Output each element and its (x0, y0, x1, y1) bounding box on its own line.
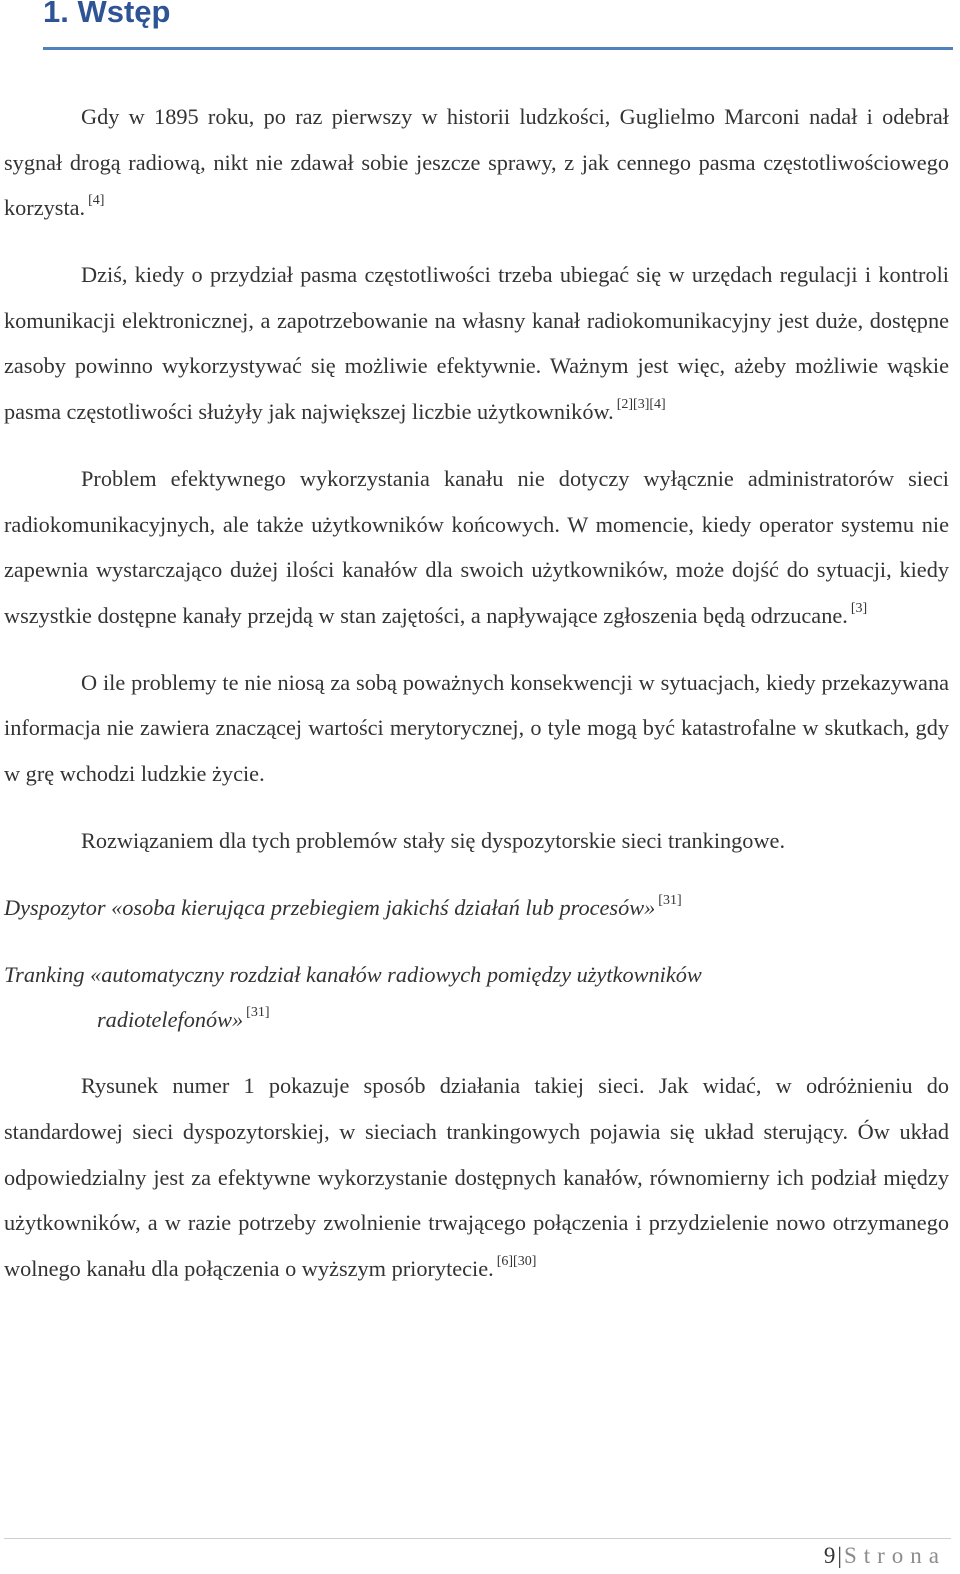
footer-divider (4, 1538, 951, 1539)
paragraph-text: O ile problemy te nie niosą za sobą poważnych konsekwencji w sytuacjach, kiedy przekazywana informacja nie zawiera znaczącej wartości merytorycznej, o tyle mogą być katastrofalne w skutkach, gdy w grę wchodzi ludzkie życie. (4, 669, 949, 786)
paragraph-solution (4, 818, 949, 864)
definition-dispatcher (4, 885, 949, 931)
paragraph-consequences (4, 660, 949, 797)
page-number: 9 (823, 1543, 836, 1568)
definition-text: Tranking «automatyczny rozdział kanałów radiowych pomiędzy użytkowników (4, 961, 702, 987)
citation-ref: [6][30] (496, 1253, 537, 1269)
citation-ref: [2][3][4] (616, 396, 666, 412)
citation-ref: [3] (850, 600, 868, 616)
paragraph-channel-usage (4, 456, 949, 638)
footer-separator: | (837, 1543, 842, 1568)
paragraph-text: Problem efektywnego wykorzystania kanału nie dotyczy wyłącznie administratorów sieci radiokomunikacyjnych, ale także użytkowników końcowych. W momencie, kiedy operator systemu nie zapewnia wystarczająco dużej ilości kanałów dla swoich użytkowników, może dojść do sytuacji, kiedy wszystkie dostępne kanały przejdą w stan zajętości, a napływające zgłoszenia będą odrzucane. (4, 465, 949, 628)
definition-trunking (4, 952, 949, 1043)
citation-ref: [31] (658, 892, 682, 908)
paragraph-text: Gdy w 1895 roku, po raz pierwszy w historii ludzkości, Guglielmo Marconi nadał i odebrał sygnał drogą radiową, nikt nie zdawał sobie jeszcze sprawy, z jak cennego pasma częstotliwościowego korzysta. (4, 104, 949, 221)
citation-ref: [4] (88, 193, 105, 209)
page-footer (824, 1538, 946, 1574)
paragraph-text: Dziś, kiedy o przydział pasma częstotliwości trzeba ubiegać się w urzędach regulacji i kontroli komunikacji elektronicznej, a zapotrzebowanie na własny kanał radiokomunikacyjny jest duże, dostępne zasoby powinno wykorzystywać się możliwie efektywnie. Ważnym jest więc, ażeby możliwie wąskie pasma częstotliwości służyły jak największej liczbie użytkowników. (4, 262, 949, 424)
citation-ref: [31] (246, 1005, 270, 1021)
paragraph-trunking-diagram (4, 1063, 949, 1291)
paragraph-text: Rysunek numer 1 pokazuje sposób działania takiej sieci. Jak widać, w odróżnieniu do standardowej sieci dyspozytorskiej, w sieciach trankingowych pojawia się układ sterujący. Ów układ odpowiedzialny jest za efektywne wykorzystanie dostępnych kanałów, równomierny ich podział między użytkowników, a w razie potrzeby zwolnienie trwającego połączenia i przydzielenie nowo otrzymanego wolnego kanału dla połączenia o wyższym priorytecie. (4, 1073, 949, 1281)
definition-continuation (4, 997, 949, 1043)
page-label: Strona (843, 1543, 946, 1568)
paragraph-frequency-allocation (4, 252, 949, 434)
definition-text: Dyspozytor «osoba kierująca przebiegiem jakichś działań lub procesów» (4, 894, 656, 920)
document-body (4, 94, 949, 1313)
section-heading (43, 0, 170, 30)
definition-continuation-text: radiotelefonów» (97, 1007, 244, 1033)
paragraph-text: Rozwiązaniem dla tych problemów stały się dyspozytorskie sieci trankingowe. (81, 827, 786, 853)
section-title: Wstęp (77, 0, 171, 29)
section-number: 1. (43, 0, 69, 29)
heading-underline (43, 47, 953, 50)
paragraph-marconi (4, 94, 949, 231)
